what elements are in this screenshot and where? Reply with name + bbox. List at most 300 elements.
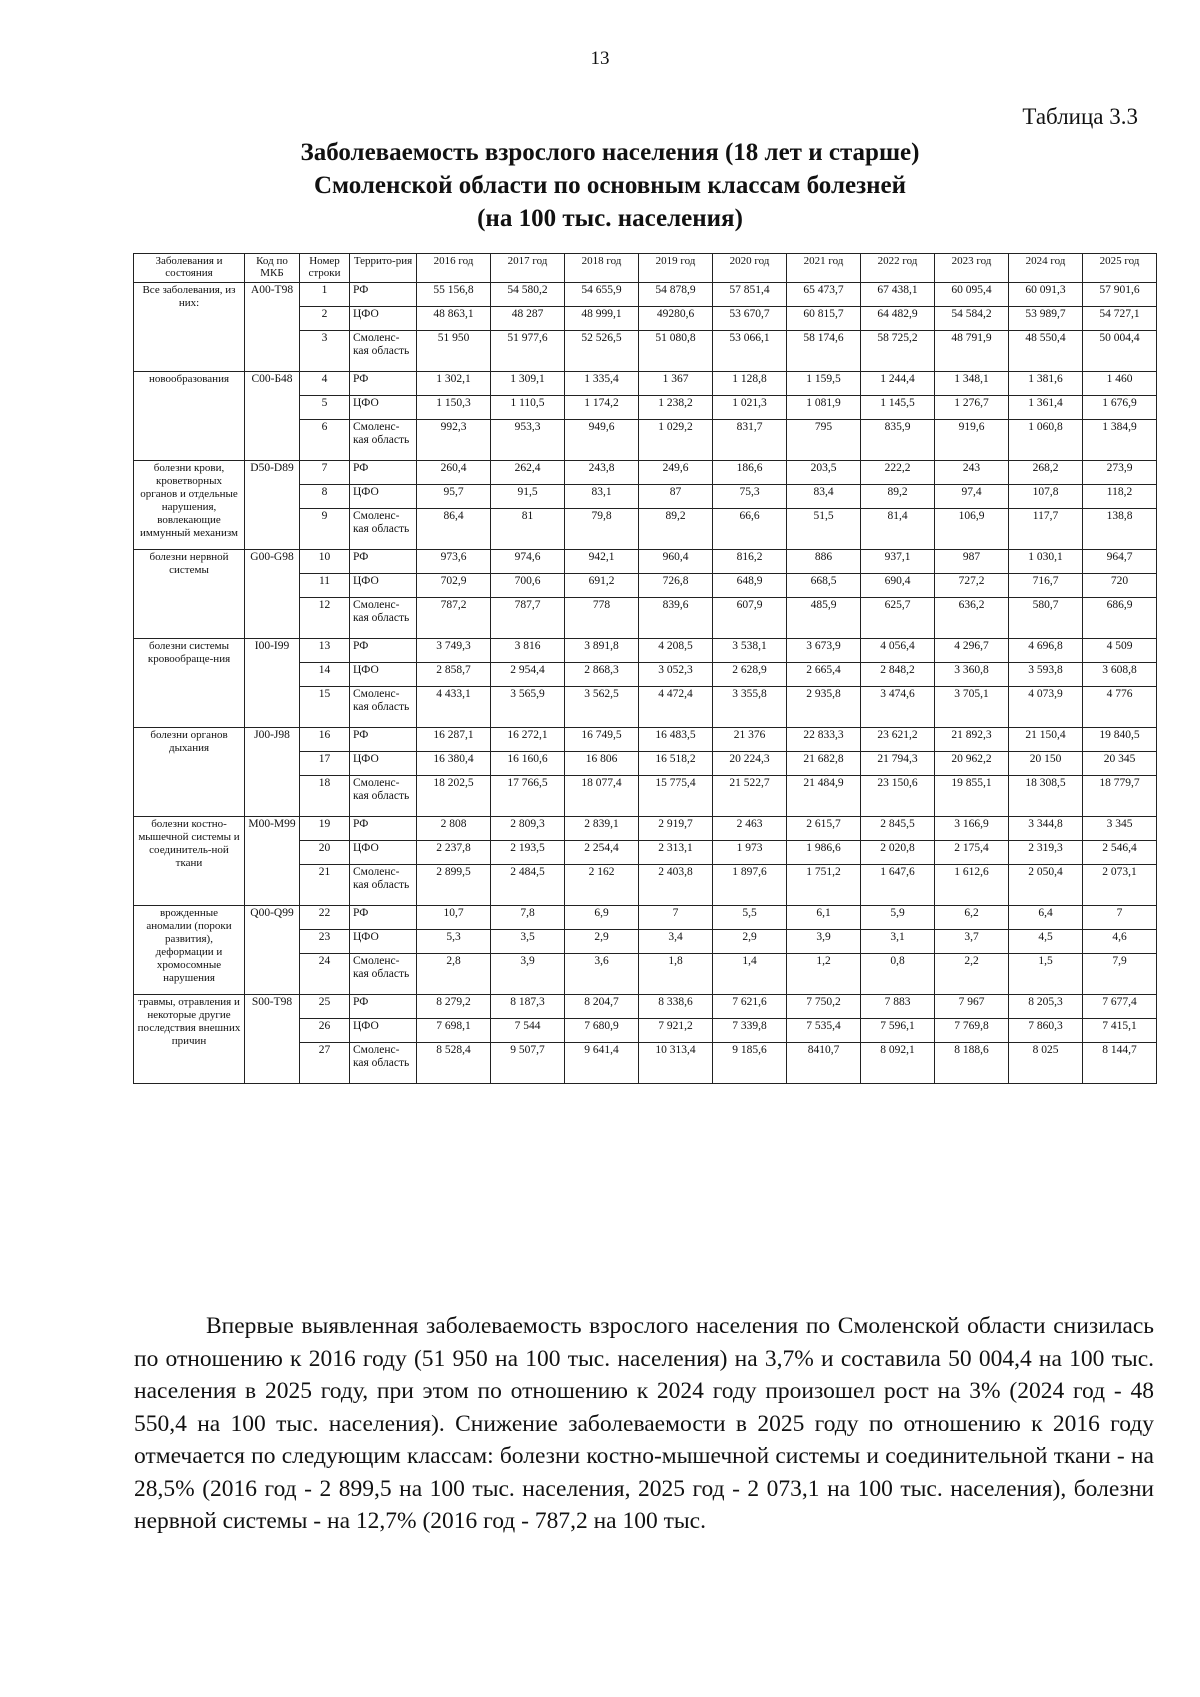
value-cell: 17 766,5 — [491, 776, 565, 817]
column-header: 2017 год — [491, 254, 565, 283]
value-cell: 987 — [935, 550, 1009, 574]
territory-cell: РФ — [350, 283, 417, 307]
row-number-cell: 16 — [300, 728, 350, 752]
row-number-cell: 13 — [300, 639, 350, 663]
value-cell: 2,2 — [935, 954, 1009, 995]
value-cell: 49280,6 — [639, 307, 713, 331]
value-cell: 648,9 — [713, 574, 787, 598]
row-number-cell: 9 — [300, 509, 350, 550]
value-cell: 21 682,8 — [787, 752, 861, 776]
value-cell: 4,6 — [1083, 930, 1157, 954]
value-cell: 1 145,5 — [861, 396, 935, 420]
value-cell: 5,9 — [861, 906, 935, 930]
value-cell: 2 162 — [565, 865, 639, 906]
value-cell: 97,4 — [935, 485, 1009, 509]
value-cell: 1 029,2 — [639, 420, 713, 461]
territory-cell: ЦФО — [350, 485, 417, 509]
value-cell: 55 156,8 — [417, 283, 491, 307]
value-cell: 4 296,7 — [935, 639, 1009, 663]
territory-cell: ЦФО — [350, 752, 417, 776]
territory-cell: Смоленс-кая область — [350, 509, 417, 550]
value-cell: 2 848,2 — [861, 663, 935, 687]
icd-code-cell: S00-T98 — [245, 995, 300, 1084]
value-cell: 9 641,4 — [565, 1043, 639, 1084]
value-cell: 54 727,1 — [1083, 307, 1157, 331]
value-cell: 117,7 — [1009, 509, 1083, 550]
row-number-cell: 12 — [300, 598, 350, 639]
value-cell: 8 279,2 — [417, 995, 491, 1019]
value-cell: 67 438,1 — [861, 283, 935, 307]
territory-cell: Смоленс-кая область — [350, 776, 417, 817]
value-cell: 7 — [639, 906, 713, 930]
value-cell: 89,2 — [639, 509, 713, 550]
value-cell: 66,6 — [713, 509, 787, 550]
row-number-cell: 3 — [300, 331, 350, 372]
value-cell: 831,7 — [713, 420, 787, 461]
column-header: 2016 год — [417, 254, 491, 283]
value-cell: 691,2 — [565, 574, 639, 598]
value-cell: 1 897,6 — [713, 865, 787, 906]
value-cell: 942,1 — [565, 550, 639, 574]
value-cell: 2 808 — [417, 817, 491, 841]
value-cell: 2 175,4 — [935, 841, 1009, 865]
value-cell: 702,9 — [417, 574, 491, 598]
row-number-cell: 22 — [300, 906, 350, 930]
row-number-cell: 15 — [300, 687, 350, 728]
value-cell: 54 584,2 — [935, 307, 1009, 331]
value-cell: 186,6 — [713, 461, 787, 485]
row-number-cell: 8 — [300, 485, 350, 509]
value-cell: 8 025 — [1009, 1043, 1083, 1084]
value-cell: 7 967 — [935, 995, 1009, 1019]
value-cell: 8 092,1 — [861, 1043, 935, 1084]
value-cell: 2 899,5 — [417, 865, 491, 906]
value-cell: 3 891,8 — [565, 639, 639, 663]
value-cell: 7 596,1 — [861, 1019, 935, 1043]
value-cell: 4 472,4 — [639, 687, 713, 728]
column-header: 2023 год — [935, 254, 1009, 283]
value-cell: 974,6 — [491, 550, 565, 574]
value-cell: 18 779,7 — [1083, 776, 1157, 817]
table-label: Таблица 3.3 — [1022, 104, 1138, 129]
territory-cell: РФ — [350, 728, 417, 752]
value-cell: 839,6 — [639, 598, 713, 639]
value-cell: 2 935,8 — [787, 687, 861, 728]
value-cell: 3,9 — [491, 954, 565, 995]
value-cell: 5,5 — [713, 906, 787, 930]
value-cell: 3 052,3 — [639, 663, 713, 687]
table-row — [134, 817, 1157, 841]
value-cell: 7,8 — [491, 906, 565, 930]
territory-cell: Смоленс-кая область — [350, 954, 417, 995]
icd-code-cell: D50-D89 — [245, 461, 300, 550]
value-cell: 260,4 — [417, 461, 491, 485]
value-cell: 7 544 — [491, 1019, 565, 1043]
body-paragraph — [134, 1310, 1154, 1538]
value-cell: 16 380,4 — [417, 752, 491, 776]
value-cell: 690,4 — [861, 574, 935, 598]
territory-cell: Смоленс-кая область — [350, 865, 417, 906]
row-number-cell: 4 — [300, 372, 350, 396]
row-number-cell: 25 — [300, 995, 350, 1019]
column-header: Номер строки — [300, 254, 350, 283]
value-cell: 7 921,2 — [639, 1019, 713, 1043]
value-cell: 2 050,4 — [1009, 865, 1083, 906]
value-cell: 1 676,9 — [1083, 396, 1157, 420]
territory-cell: ЦФО — [350, 396, 417, 420]
value-cell: 1 986,6 — [787, 841, 861, 865]
value-cell: 54 655,9 — [565, 283, 639, 307]
value-cell: 243 — [935, 461, 1009, 485]
value-cell: 91,5 — [491, 485, 565, 509]
value-cell: 57 851,4 — [713, 283, 787, 307]
value-cell: 1,2 — [787, 954, 861, 995]
value-cell: 2,9 — [713, 930, 787, 954]
value-cell: 960,4 — [639, 550, 713, 574]
value-cell: 48 863,1 — [417, 307, 491, 331]
value-cell: 7 621,6 — [713, 995, 787, 1019]
value-cell: 3 565,9 — [491, 687, 565, 728]
value-cell: 81,4 — [861, 509, 935, 550]
value-cell: 2 868,3 — [565, 663, 639, 687]
value-cell: 7 769,8 — [935, 1019, 1009, 1043]
table-body — [134, 283, 1157, 1084]
icd-code-cell: I00-I99 — [245, 639, 300, 728]
value-cell: 20 962,2 — [935, 752, 1009, 776]
value-cell: 964,7 — [1083, 550, 1157, 574]
value-cell: 21 892,3 — [935, 728, 1009, 752]
value-cell: 83,4 — [787, 485, 861, 509]
value-cell: 2 403,8 — [639, 865, 713, 906]
value-cell: 107,8 — [1009, 485, 1083, 509]
value-cell: 1 361,4 — [1009, 396, 1083, 420]
column-header: Код по МКБ — [245, 254, 300, 283]
icd-code-cell: M00-M99 — [245, 817, 300, 906]
column-header: Террито-рия — [350, 254, 417, 283]
disease-class-cell: врожденные аномалии (пороки развития), деформации и хромосомные нарушения — [134, 906, 245, 995]
value-cell: 53 989,7 — [1009, 307, 1083, 331]
territory-cell: РФ — [350, 461, 417, 485]
column-header: 2020 год — [713, 254, 787, 283]
table-title — [180, 136, 1040, 235]
value-cell: 6,4 — [1009, 906, 1083, 930]
value-cell: 4 073,9 — [1009, 687, 1083, 728]
row-number-cell: 14 — [300, 663, 350, 687]
row-number-cell: 6 — [300, 420, 350, 461]
value-cell: 16 518,2 — [639, 752, 713, 776]
value-cell: 3 474,6 — [861, 687, 935, 728]
value-cell: 9 185,6 — [713, 1043, 787, 1084]
row-number-cell: 11 — [300, 574, 350, 598]
value-cell: 4 433,1 — [417, 687, 491, 728]
value-cell: 787,7 — [491, 598, 565, 639]
value-cell: 21 484,9 — [787, 776, 861, 817]
value-cell: 1 276,7 — [935, 396, 1009, 420]
value-cell: 973,6 — [417, 550, 491, 574]
value-cell: 726,8 — [639, 574, 713, 598]
value-cell: 485,9 — [787, 598, 861, 639]
value-cell: 4 208,5 — [639, 639, 713, 663]
paragraph-text: Впервые выявленная заболеваемость взрослого населения по Смоленской области снизилась по отношению к 2016 году (51 950 на 100 тыс. населения) на 3,7% и составила 50 004,4 на 100 тыс. населения в 2025 году, при этом по отношению к 2024 году произошел рост на 3% (2024 год - 48 550,4 на 100 тыс. населения). Снижение заболеваемости в 2025 году по отношению к 2016 году отмечается по следующим классам: болезни костно-мышечной системы и соединительной ткани - на 28,5% (2016 год - 2 899,5 на 100 тыс. населения, 2025 год - 2 073,1 на 100 тыс. населения), болезни нервной системы - на 12,7% (2016 год - 787,2 на 100 тыс. — [134, 1313, 1154, 1534]
value-cell: 16 272,1 — [491, 728, 565, 752]
value-cell: 22 833,3 — [787, 728, 861, 752]
column-header: 2022 год — [861, 254, 935, 283]
page-number: 13 — [590, 48, 610, 69]
value-cell: 1 335,4 — [565, 372, 639, 396]
row-number-cell: 1 — [300, 283, 350, 307]
value-cell: 10 313,4 — [639, 1043, 713, 1084]
value-cell: 992,3 — [417, 420, 491, 461]
value-cell: 2 020,8 — [861, 841, 935, 865]
value-cell: 6,9 — [565, 906, 639, 930]
disease-class-cell: болезни костно-мышечной системы и соединитель-ной ткани — [134, 817, 245, 906]
value-cell: 2 484,5 — [491, 865, 565, 906]
territory-cell: ЦФО — [350, 574, 417, 598]
morbidity-table — [133, 253, 1157, 1084]
value-cell: 1 150,3 — [417, 396, 491, 420]
territory-cell: Смоленс-кая область — [350, 598, 417, 639]
value-cell: 95,7 — [417, 485, 491, 509]
value-cell: 3 608,8 — [1083, 663, 1157, 687]
value-cell: 16 749,5 — [565, 728, 639, 752]
value-cell: 87 — [639, 485, 713, 509]
value-cell: 8410,7 — [787, 1043, 861, 1084]
value-cell: 18 077,4 — [565, 776, 639, 817]
value-cell: 580,7 — [1009, 598, 1083, 639]
table-row — [134, 461, 1157, 485]
value-cell: 53 066,1 — [713, 331, 787, 372]
row-number-cell: 10 — [300, 550, 350, 574]
value-cell: 75,3 — [713, 485, 787, 509]
value-cell: 7 535,4 — [787, 1019, 861, 1043]
value-cell: 268,2 — [1009, 461, 1083, 485]
value-cell: 2 073,1 — [1083, 865, 1157, 906]
value-cell: 3,9 — [787, 930, 861, 954]
row-number-cell: 19 — [300, 817, 350, 841]
value-cell: 15 775,4 — [639, 776, 713, 817]
value-cell: 243,8 — [565, 461, 639, 485]
value-cell: 1 060,8 — [1009, 420, 1083, 461]
value-cell: 1 128,8 — [713, 372, 787, 396]
value-cell: 89,2 — [861, 485, 935, 509]
value-cell: 86,4 — [417, 509, 491, 550]
value-cell: 1 367 — [639, 372, 713, 396]
value-cell: 0,8 — [861, 954, 935, 995]
value-cell: 1 159,5 — [787, 372, 861, 396]
value-cell: 23 621,2 — [861, 728, 935, 752]
territory-cell: Смоленс-кая область — [350, 687, 417, 728]
value-cell: 52 526,5 — [565, 331, 639, 372]
table-row — [134, 550, 1157, 574]
value-cell: 727,2 — [935, 574, 1009, 598]
value-cell: 58 725,2 — [861, 331, 935, 372]
territory-cell: РФ — [350, 995, 417, 1019]
value-cell: 1 030,1 — [1009, 550, 1083, 574]
value-cell: 3 593,8 — [1009, 663, 1083, 687]
value-cell: 7 883 — [861, 995, 935, 1019]
value-cell: 1 302,1 — [417, 372, 491, 396]
value-cell: 3,4 — [639, 930, 713, 954]
value-cell: 2 839,1 — [565, 817, 639, 841]
value-cell: 54 878,9 — [639, 283, 713, 307]
row-number-cell: 26 — [300, 1019, 350, 1043]
column-header: 2021 год — [787, 254, 861, 283]
column-header: 2025 год — [1083, 254, 1157, 283]
territory-cell: РФ — [350, 906, 417, 930]
value-cell: 3 360,8 — [935, 663, 1009, 687]
value-cell: 8 188,6 — [935, 1043, 1009, 1084]
value-cell: 6,2 — [935, 906, 1009, 930]
value-cell: 949,6 — [565, 420, 639, 461]
value-cell: 3 705,1 — [935, 687, 1009, 728]
value-cell: 1 081,9 — [787, 396, 861, 420]
value-cell: 48 999,1 — [565, 307, 639, 331]
value-cell: 2,9 — [565, 930, 639, 954]
value-cell: 1,4 — [713, 954, 787, 995]
value-cell: 778 — [565, 598, 639, 639]
value-cell: 3,5 — [491, 930, 565, 954]
disease-class-cell: болезни органов дыхания — [134, 728, 245, 817]
value-cell: 2 237,8 — [417, 841, 491, 865]
value-cell: 51,5 — [787, 509, 861, 550]
value-cell: 222,2 — [861, 461, 935, 485]
value-cell: 64 482,9 — [861, 307, 935, 331]
disease-class-cell: болезни системы кровообраще-ния — [134, 639, 245, 728]
value-cell: 81 — [491, 509, 565, 550]
value-cell: 106,9 — [935, 509, 1009, 550]
value-cell: 7 339,8 — [713, 1019, 787, 1043]
value-cell: 58 174,6 — [787, 331, 861, 372]
value-cell: 4 776 — [1083, 687, 1157, 728]
value-cell: 1 384,9 — [1083, 420, 1157, 461]
value-cell: 1 612,6 — [935, 865, 1009, 906]
value-cell: 21 522,7 — [713, 776, 787, 817]
value-cell: 2 193,5 — [491, 841, 565, 865]
value-cell: 19 840,5 — [1083, 728, 1157, 752]
value-cell: 6,1 — [787, 906, 861, 930]
table-row — [134, 283, 1157, 307]
row-number-cell: 5 — [300, 396, 350, 420]
value-cell: 60 815,7 — [787, 307, 861, 331]
value-cell: 886 — [787, 550, 861, 574]
value-cell: 7,9 — [1083, 954, 1157, 995]
value-cell: 51 977,6 — [491, 331, 565, 372]
value-cell: 54 580,2 — [491, 283, 565, 307]
value-cell: 65 473,7 — [787, 283, 861, 307]
column-header: 2024 год — [1009, 254, 1083, 283]
icd-code-cell: C00-Б48 — [245, 372, 300, 461]
value-cell: 21 376 — [713, 728, 787, 752]
value-cell: 919,6 — [935, 420, 1009, 461]
value-cell: 3 816 — [491, 639, 565, 663]
value-cell: 118,2 — [1083, 485, 1157, 509]
title-line: Смоленской области по основным классам болезней — [313, 172, 907, 199]
value-cell: 2 665,4 — [787, 663, 861, 687]
territory-cell: РФ — [350, 550, 417, 574]
value-cell: 2 858,7 — [417, 663, 491, 687]
value-cell: 1 238,2 — [639, 396, 713, 420]
value-cell: 16 806 — [565, 752, 639, 776]
value-cell: 1,8 — [639, 954, 713, 995]
value-cell: 720 — [1083, 574, 1157, 598]
value-cell: 53 670,7 — [713, 307, 787, 331]
row-number-cell: 21 — [300, 865, 350, 906]
value-cell: 2 919,7 — [639, 817, 713, 841]
column-header: Заболевания и состояния — [134, 254, 245, 283]
value-cell: 2 313,1 — [639, 841, 713, 865]
value-cell: 48 287 — [491, 307, 565, 331]
value-cell: 60 091,3 — [1009, 283, 1083, 307]
disease-class-cell: Все заболевания, из них: — [134, 283, 245, 372]
value-cell: 203,5 — [787, 461, 861, 485]
value-cell: 607,9 — [713, 598, 787, 639]
value-cell: 8 144,7 — [1083, 1043, 1157, 1084]
title-line: Заболеваемость взрослого населения (18 лет и старше) — [300, 139, 920, 166]
value-cell: 1 174,2 — [565, 396, 639, 420]
disease-class-cell: болезни крови, кроветворных органов и отдельные нарушения, вовлекающие иммунный механизм — [134, 461, 245, 550]
value-cell: 686,9 — [1083, 598, 1157, 639]
value-cell: 3 538,1 — [713, 639, 787, 663]
value-cell: 8 204,7 — [565, 995, 639, 1019]
column-header: 2019 год — [639, 254, 713, 283]
value-cell: 3,7 — [935, 930, 1009, 954]
value-cell: 1 021,3 — [713, 396, 787, 420]
row-number-cell: 23 — [300, 930, 350, 954]
value-cell: 1 381,6 — [1009, 372, 1083, 396]
value-cell: 1 647,6 — [861, 865, 935, 906]
value-cell: 3 355,8 — [713, 687, 787, 728]
row-number-cell: 20 — [300, 841, 350, 865]
value-cell: 21 150,4 — [1009, 728, 1083, 752]
value-cell: 5,3 — [417, 930, 491, 954]
value-cell: 2 954,4 — [491, 663, 565, 687]
value-cell: 716,7 — [1009, 574, 1083, 598]
icd-code-cell: G00-G98 — [245, 550, 300, 639]
value-cell: 20 150 — [1009, 752, 1083, 776]
value-cell: 51 950 — [417, 331, 491, 372]
value-cell: 2 628,9 — [713, 663, 787, 687]
value-cell: 16 483,5 — [639, 728, 713, 752]
icd-code-cell: J00-J98 — [245, 728, 300, 817]
value-cell: 48 791,9 — [935, 331, 1009, 372]
value-cell: 249,6 — [639, 461, 713, 485]
value-cell: 50 004,4 — [1083, 331, 1157, 372]
territory-cell: РФ — [350, 372, 417, 396]
territory-cell: ЦФО — [350, 663, 417, 687]
value-cell: 3,1 — [861, 930, 935, 954]
value-cell: 2 845,5 — [861, 817, 935, 841]
value-cell: 138,8 — [1083, 509, 1157, 550]
territory-cell: РФ — [350, 817, 417, 841]
value-cell: 2 319,3 — [1009, 841, 1083, 865]
value-cell: 21 794,3 — [861, 752, 935, 776]
territory-cell: ЦФО — [350, 930, 417, 954]
value-cell: 668,5 — [787, 574, 861, 598]
value-cell: 2 809,3 — [491, 817, 565, 841]
value-cell: 953,3 — [491, 420, 565, 461]
value-cell: 2,8 — [417, 954, 491, 995]
territory-cell: ЦФО — [350, 841, 417, 865]
value-cell: 19 855,1 — [935, 776, 1009, 817]
value-cell: 4 056,4 — [861, 639, 935, 663]
value-cell: 7 698,1 — [417, 1019, 491, 1043]
row-number-cell: 18 — [300, 776, 350, 817]
value-cell: 8 187,3 — [491, 995, 565, 1019]
value-cell: 10,7 — [417, 906, 491, 930]
value-cell: 700,6 — [491, 574, 565, 598]
value-cell: 7 — [1083, 906, 1157, 930]
value-cell: 2 546,4 — [1083, 841, 1157, 865]
